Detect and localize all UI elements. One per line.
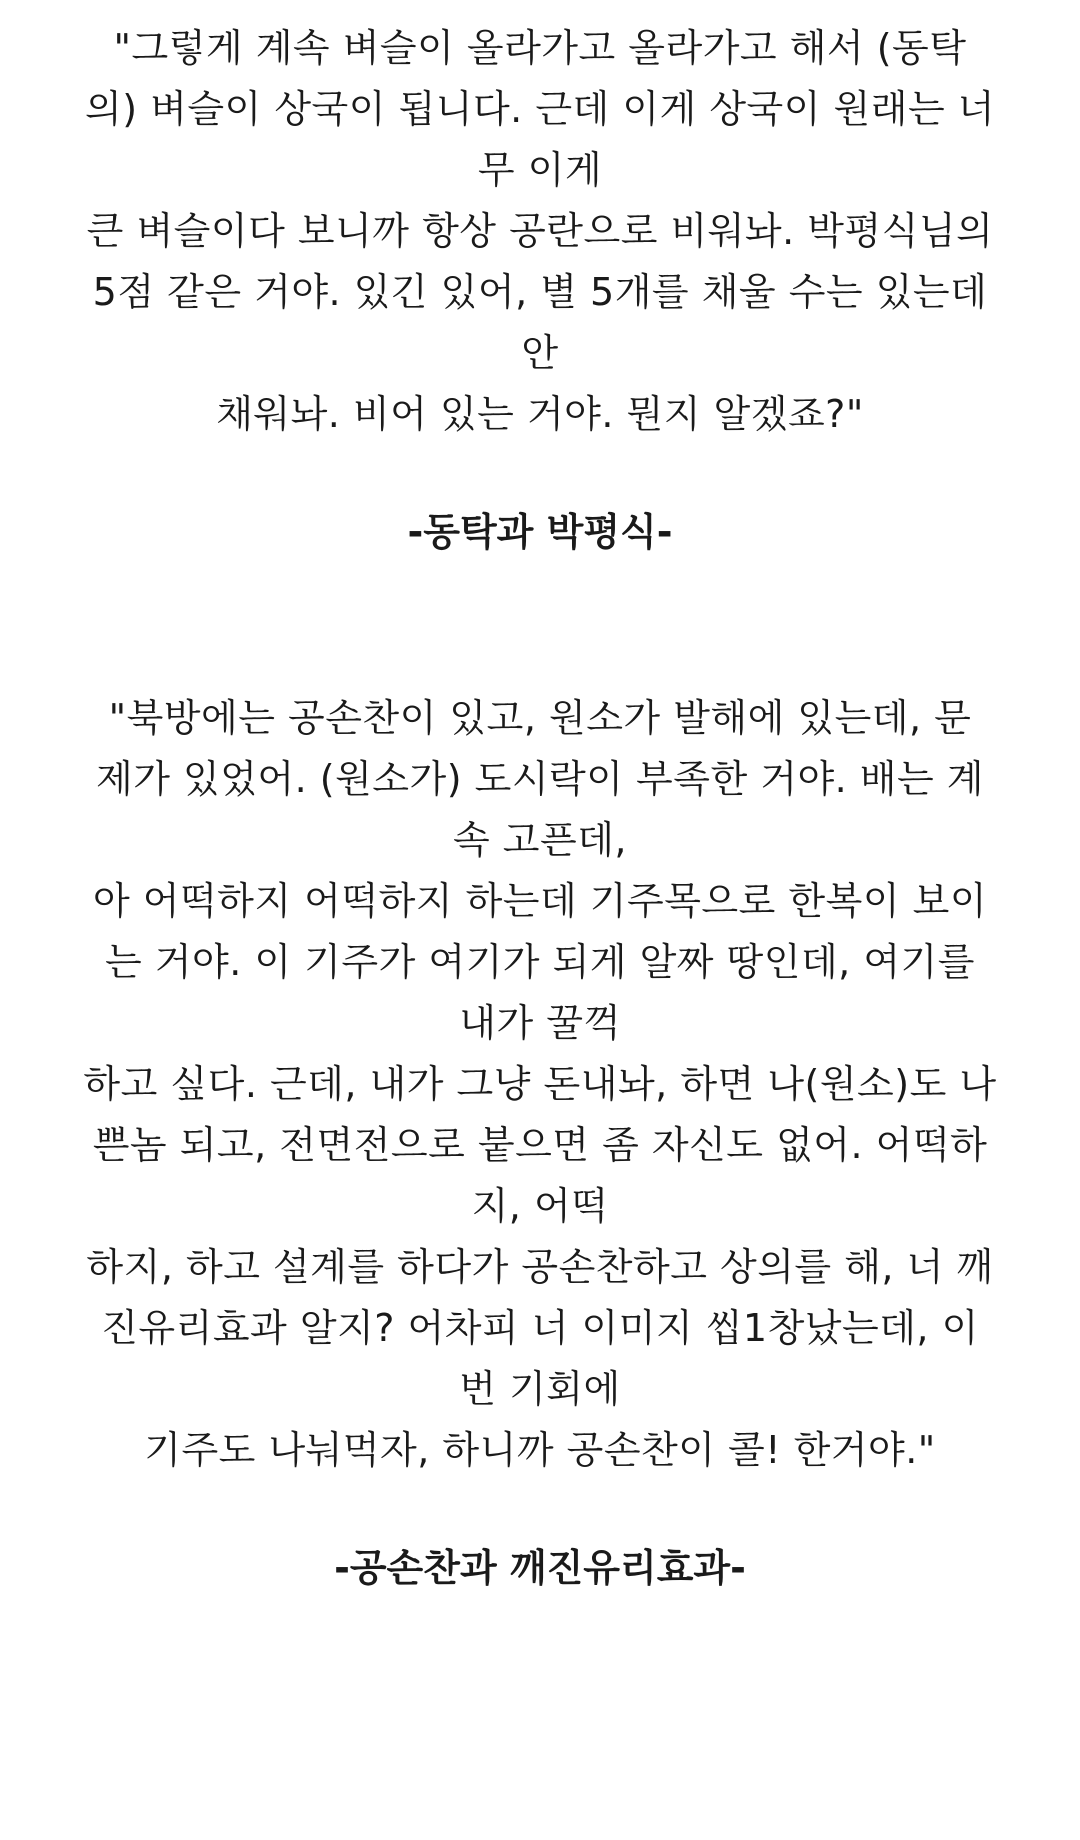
quote-line: "그렇게 계속 벼슬이 올라가고 올라가고 해서 (동탁 — [113, 26, 967, 70]
quote-line: "북방에는 공손찬이 있고, 원소가 발해에 있는데, 문 — [108, 696, 972, 740]
quote-line: 지, 어떡 — [471, 1184, 609, 1228]
quote-line: 속 고픈데, — [453, 818, 627, 862]
quote-line: 무 이게 — [477, 148, 603, 192]
quote-line: 진유리효과 알지? 어차피 너 이미지 씹1창났는데, 이 — [101, 1306, 979, 1350]
quote-line: 하지, 하고 설계를 하다가 공손찬하고 상의를 해, 너 깨 — [86, 1245, 994, 1289]
quote-line: 하고 싶다. 근데, 내가 그냥 돈내놔, 하면 나(원소)도 나 — [83, 1062, 997, 1106]
quote-line: 는 거야. 이 기주가 여기가 되게 알짜 땅인데, 여기를 — [105, 940, 975, 984]
quote-line: 안 — [521, 331, 559, 375]
quote-gongsonchan — [50, 688, 1030, 1481]
quote-line: 의) 벼슬이 상국이 됩니다. 근데 이게 상국이 원래는 너 — [85, 87, 995, 131]
quote-line: 제가 있었어. (원소가) 도시락이 부족한 거야. 배는 계 — [95, 757, 985, 801]
quote-line: 아 어떡하지 어떡하지 하는데 기주목으로 한복이 보이 — [92, 879, 988, 923]
quote-line: 기주도 나눠먹자, 하니까 공손찬이 콜! 한거야." — [144, 1428, 936, 1472]
caption-dongtak: -동탁과 박평식- — [407, 510, 673, 554]
quote-line: 번 기회에 — [459, 1367, 621, 1411]
quote-line: 쁜놈 되고, 전면전으로 붙으면 좀 자신도 없어. 어떡하 — [92, 1123, 988, 1167]
quote-dongtak — [50, 0, 1030, 445]
quote-line: 채워놔. 비어 있는 거야. 뭔지 알겠죠?" — [216, 392, 864, 436]
quote-line: 5점 같은 거야. 있긴 있어, 별 5개를 채울 수는 있는데 — [92, 270, 988, 314]
quote-line: 큰 벼슬이다 보니까 항상 공란으로 비워놔. 박평식님의 — [86, 209, 994, 253]
quote-line: 내가 꿀꺽 — [459, 1001, 621, 1045]
caption-gongsonchan: -공손찬과 깨진유리효과- — [334, 1546, 746, 1590]
